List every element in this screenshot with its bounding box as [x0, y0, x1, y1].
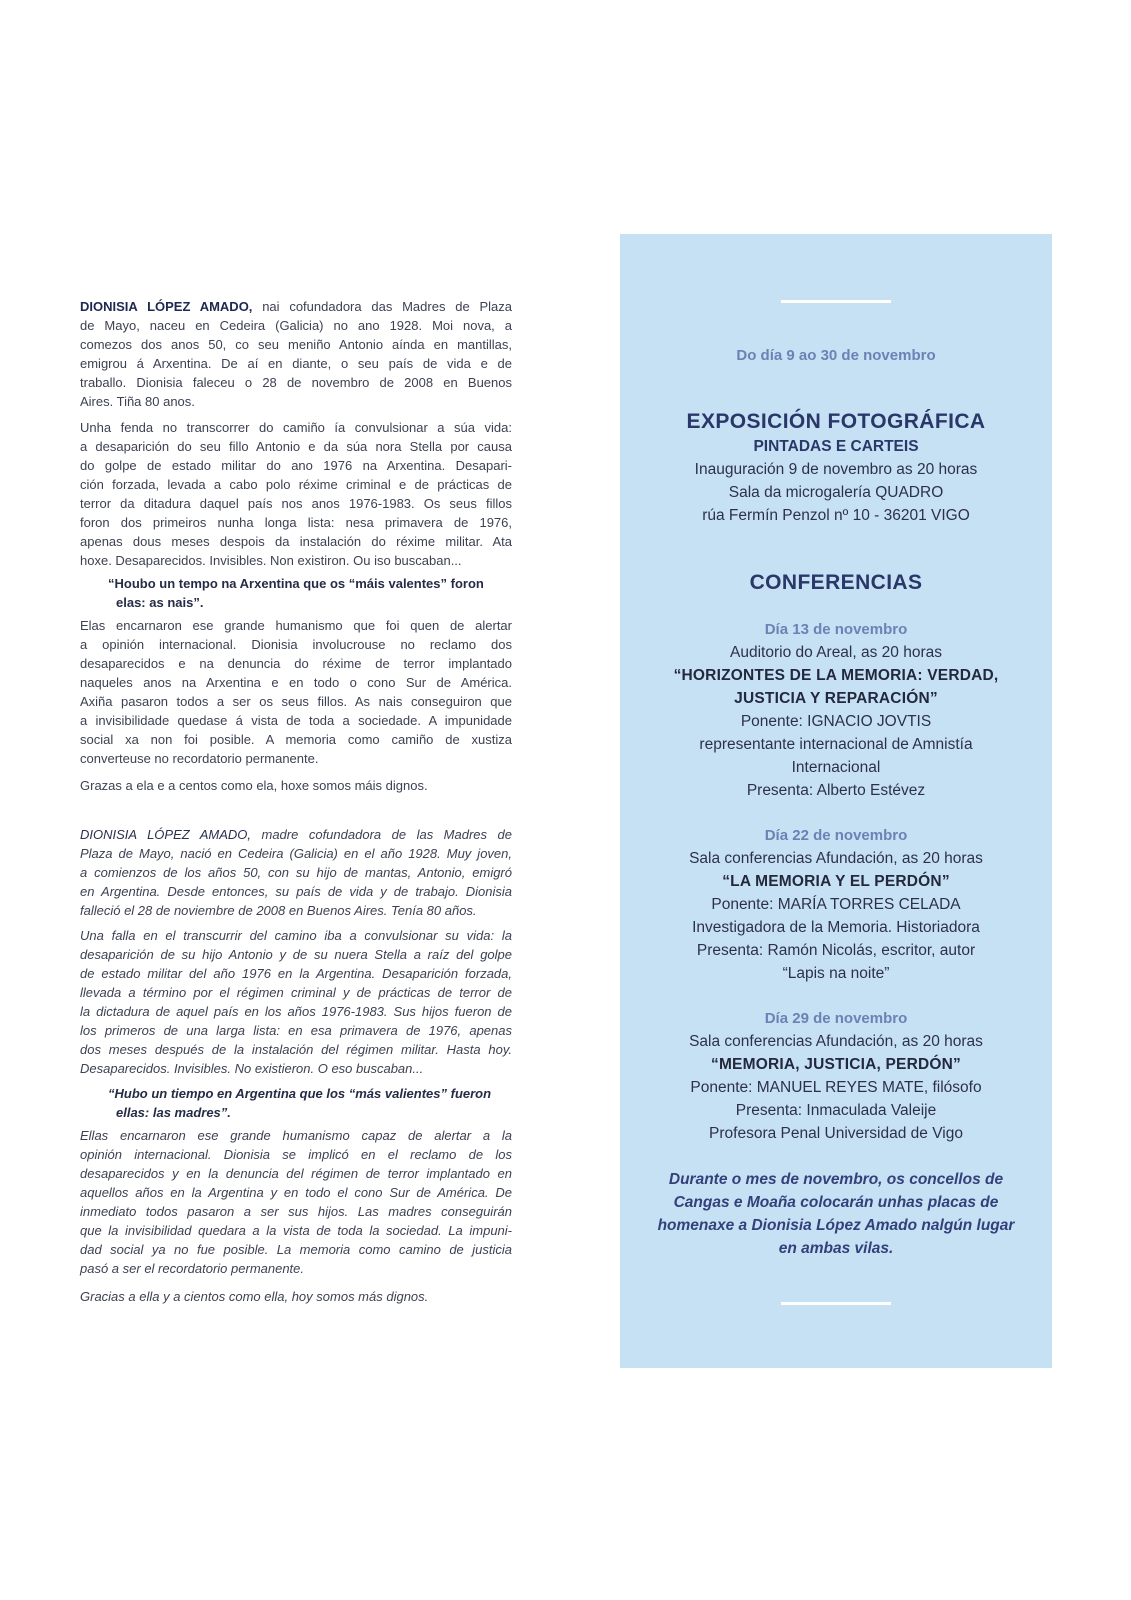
- bottom-divider: [781, 1302, 891, 1305]
- text-line: Axiña pasaron todos a ser os seus fillos. As nais conseguiron que: [80, 694, 512, 709]
- text-line: Elas encarnaron ese grande humanismo que foi quen de alertar: [80, 618, 512, 633]
- text-line: Una falla en el transcurrir del camino iba a convulsionar su vida: la: [80, 928, 512, 943]
- conference-venue: Auditorio do Areal, as 20 horas: [730, 644, 942, 661]
- text-line: a opinión internacional. Dionisia involucrouse no reclamo dos: [80, 637, 512, 652]
- quote-line: elas: as nais”.: [116, 595, 204, 610]
- exhibition-detail-line: Sala da microgalería QUADRO: [728, 484, 944, 501]
- exhibition-detail-line: rúa Fermín Penzol nº 10 - 36201 VIGO: [702, 507, 970, 524]
- text-line-rest: madre cofundadora de las Madres de: [261, 827, 512, 842]
- plaques-note: [620, 1168, 1052, 1260]
- text-line: traballo. Dionisia faleceu o 28 de novembro de 2008 en Buenos: [80, 375, 512, 390]
- conference-presenter: Profesora Penal Universidad de Vigo: [709, 1125, 963, 1142]
- text-line: Gracias a ella y a cientos como ella, hoy somos más dignos.: [80, 1289, 429, 1304]
- note-line: homenaxe a Dionisia López Amado nalgún lugar: [657, 1217, 1015, 1234]
- text-line: desaparecidos y en la denuncia del régimen de terror implantado en: [80, 1166, 512, 1181]
- text-line: Unha fenda no transcorrer do camiño ía convulsionar a súa vida:: [80, 420, 512, 435]
- closing-spanish: [80, 1287, 512, 1306]
- name-lead: DIONISIA LÓPEZ AMADO,: [80, 827, 251, 842]
- text-line: pasó a ser el recordatorio permanente.: [80, 1261, 305, 1276]
- text-line: Ellas encarnaron ese grande humanismo capaz de alertar a la: [80, 1128, 512, 1143]
- conference-presenter: Presenta: Inmaculada Valeije: [735, 1102, 937, 1119]
- conference-venue: Sala conferencias Afundación, as 20 horas: [689, 850, 983, 867]
- conference-2: [620, 824, 1052, 985]
- note-line: Durante o mes de novembro, os concellos de: [668, 1171, 1004, 1188]
- text-line: los primeros de una larga lista: en esa primavera de 1976, apenas: [80, 1023, 512, 1038]
- text-line: emigrou á Arxentina. De aí en diante, o seu país de vida e de: [80, 356, 512, 371]
- text-line: naqueles anos na Arxentina e en todo o cono Sur de América.: [80, 675, 512, 690]
- conference-date: Día 29 de novembro: [764, 1010, 908, 1027]
- conference-speaker: Ponente: MARÍA TORRES CELADA: [711, 896, 961, 913]
- note-line: en ambas vilas.: [778, 1240, 894, 1257]
- humanism-galician: [80, 616, 512, 768]
- text-line: social xa non foi posible. A memoria como camiño de xustiza: [80, 732, 512, 747]
- text-line: apenas dous meses despois da instalación do réxime militar. Ata: [80, 534, 512, 549]
- conference-title: JUSTICIA Y REPARACIÓN”: [734, 690, 938, 707]
- events-panel: [620, 234, 1052, 1368]
- conference-title: “LA MEMORIA Y EL PERDÓN”: [722, 873, 950, 890]
- exhibition-details: [620, 435, 1052, 527]
- text-line: terror da ditadura daquel país nos anos 1976-1983. Os seus fillos: [80, 496, 512, 511]
- disappearance-spanish: [80, 926, 512, 1078]
- text-line: converteuse no recordatorio permanente.: [80, 751, 319, 766]
- conference-speaker: Ponente: IGNACIO JOVTIS: [740, 713, 932, 730]
- text-line: comezos dos anos 50, co seu meniño Antonio aínda en mantillas,: [80, 337, 512, 352]
- text-line: a comienzos de los años 50, con su hijo de mantas, Antonio, emigró: [80, 865, 512, 880]
- conference-presenter: Presenta: Alberto Estévez: [746, 782, 926, 799]
- humanism-spanish: [80, 1126, 512, 1278]
- text-line: a invisibilidade quedase á vista de toda a sociedade. A impunidade: [80, 713, 512, 728]
- text-line: falleció el 28 de noviembre de 2008 en Buenos Aires. Tenía 80 años.: [80, 903, 477, 918]
- text-line: inmediato todos pasaron a ser sus hijos. Las madres conseguirán: [80, 1204, 512, 1219]
- conference-3: [620, 1007, 1052, 1145]
- quote-galician: [108, 574, 512, 612]
- text-line: de estado militar del año 1976 en la Argentina. Desaparición forzada,: [80, 966, 512, 981]
- note-line: Cangas e Moaña colocarán unhas placas de: [673, 1194, 999, 1211]
- text-line: Plaza de Mayo, nació en Cedeira (Galicia) en el año 1928. Muy joven,: [80, 846, 512, 861]
- text-line: ción forzada, levada a cabo polo réxime criminal e de prácticas de: [80, 477, 512, 492]
- text-line: Desaparecidos. Invisibles. No existieron. O eso buscaban...: [80, 1061, 424, 1076]
- conference-title: “MEMORIA, JUSTICIA, PERDÓN”: [711, 1056, 961, 1073]
- name-lead: DIONISIA LÓPEZ AMADO,: [80, 299, 253, 314]
- text-line: [80, 297, 512, 316]
- conference-speaker: Investigadora de la Memoria. Historiadora: [692, 919, 980, 936]
- text-line: hoxe. Desaparecidos. Invisibles. Non existiron. Ou iso buscaban...: [80, 553, 462, 568]
- text-line: dos meses después de la instalación del régimen militar. Hasta hoy.: [80, 1042, 512, 1057]
- quote-line: “Houbo un tempo na Arxentina que os “máis valentes” foron: [108, 576, 484, 591]
- text-line: opinión internacional. Dionisia se implicó en el reclamo de los: [80, 1147, 512, 1162]
- text-line: Grazas a ela e a centos como ela, hoxe somos máis dignos.: [80, 778, 428, 793]
- text-line: desaparición de su hijo Antonio y de su nuera Stella a raíz del golpe: [80, 947, 512, 962]
- quote-spanish: [108, 1084, 512, 1122]
- bio-spanish: [80, 825, 512, 920]
- quote-line: “Hubo un tiempo en Argentina que los “más valientes” fueron: [108, 1086, 492, 1101]
- conference-presenter: “Lapis na noite”: [782, 965, 890, 982]
- conference-speaker: representante internacional de Amnistía: [699, 736, 973, 753]
- conference-speaker: Internacional: [791, 759, 881, 776]
- bio-galician: [80, 297, 512, 411]
- disappearance-galician: [80, 418, 512, 570]
- text-line: la dictadura de aquel país en los años 1976-1983. Sus hijos fueron de: [80, 1004, 512, 1019]
- text-line: llevada a término por el régimen criminal y de prácticas de terror de: [80, 985, 512, 1000]
- text-line: de Mayo, naceu en Cedeira (Galicia) no ano 1928. Moi nova, a: [80, 318, 512, 333]
- closing-galician: [80, 776, 512, 795]
- text-line: Aires. Tiña 80 anos.: [80, 394, 195, 409]
- conference-speaker: Ponente: MANUEL REYES MATE, filósofo: [690, 1079, 982, 1096]
- text-line: do golpe de estado militar do ano 1976 na Arxentina. Desapari-: [80, 458, 512, 473]
- exhibition-subtitle: PINTADAS E CARTEIS: [753, 438, 919, 455]
- text-line: dad social ya no fue posible. La memoria como camino de justicia: [80, 1242, 512, 1257]
- quote-line: ellas: las madres”.: [116, 1105, 231, 1120]
- conference-date: Día 13 de novembro: [764, 621, 908, 638]
- top-divider: [781, 300, 891, 303]
- exhibition-title: EXPOSICIÓN FOTOGRÁFICA: [686, 410, 986, 433]
- conference-venue: Sala conferencias Afundación, as 20 horas: [689, 1033, 983, 1050]
- conference-date: Día 22 de novembro: [764, 827, 908, 844]
- text-line-rest: nai cofundadora das Madres de Plaza: [262, 299, 512, 314]
- text-line: a desaparición do seu fillo Antonio e da súa nora Stella por causa: [80, 439, 512, 454]
- exhibition-detail-line: Inauguración 9 de novembro as 20 horas: [694, 461, 978, 478]
- conferences-title: CONFERENCIAS: [749, 571, 923, 594]
- text-line: que la invisibilidad quedara a la vista de toda la sociedad. La impuni-: [80, 1223, 512, 1238]
- conference-presenter: Presenta: Ramón Nicolás, escritor, autor: [696, 942, 976, 959]
- text-line: aquellos años en la Argentina y en todo el cono Sur de América. De: [80, 1185, 512, 1200]
- text-line: foron dos primeiros nunha longa lista: nesa primavera de 1976,: [80, 515, 512, 530]
- exhibition-dates: Do día 9 ao 30 de novembro: [736, 347, 936, 364]
- text-line: desaparecidos e na denuncia do réxime de terror implantado: [80, 656, 512, 671]
- conference-1: [620, 618, 1052, 802]
- text-line: [80, 825, 512, 844]
- text-line: en Argentina. Desde entonces, su país de vida y de trabajo. Dionisia: [80, 884, 512, 899]
- conference-title: “HORIZONTES DE LA MEMORIA: VERDAD,: [673, 667, 999, 684]
